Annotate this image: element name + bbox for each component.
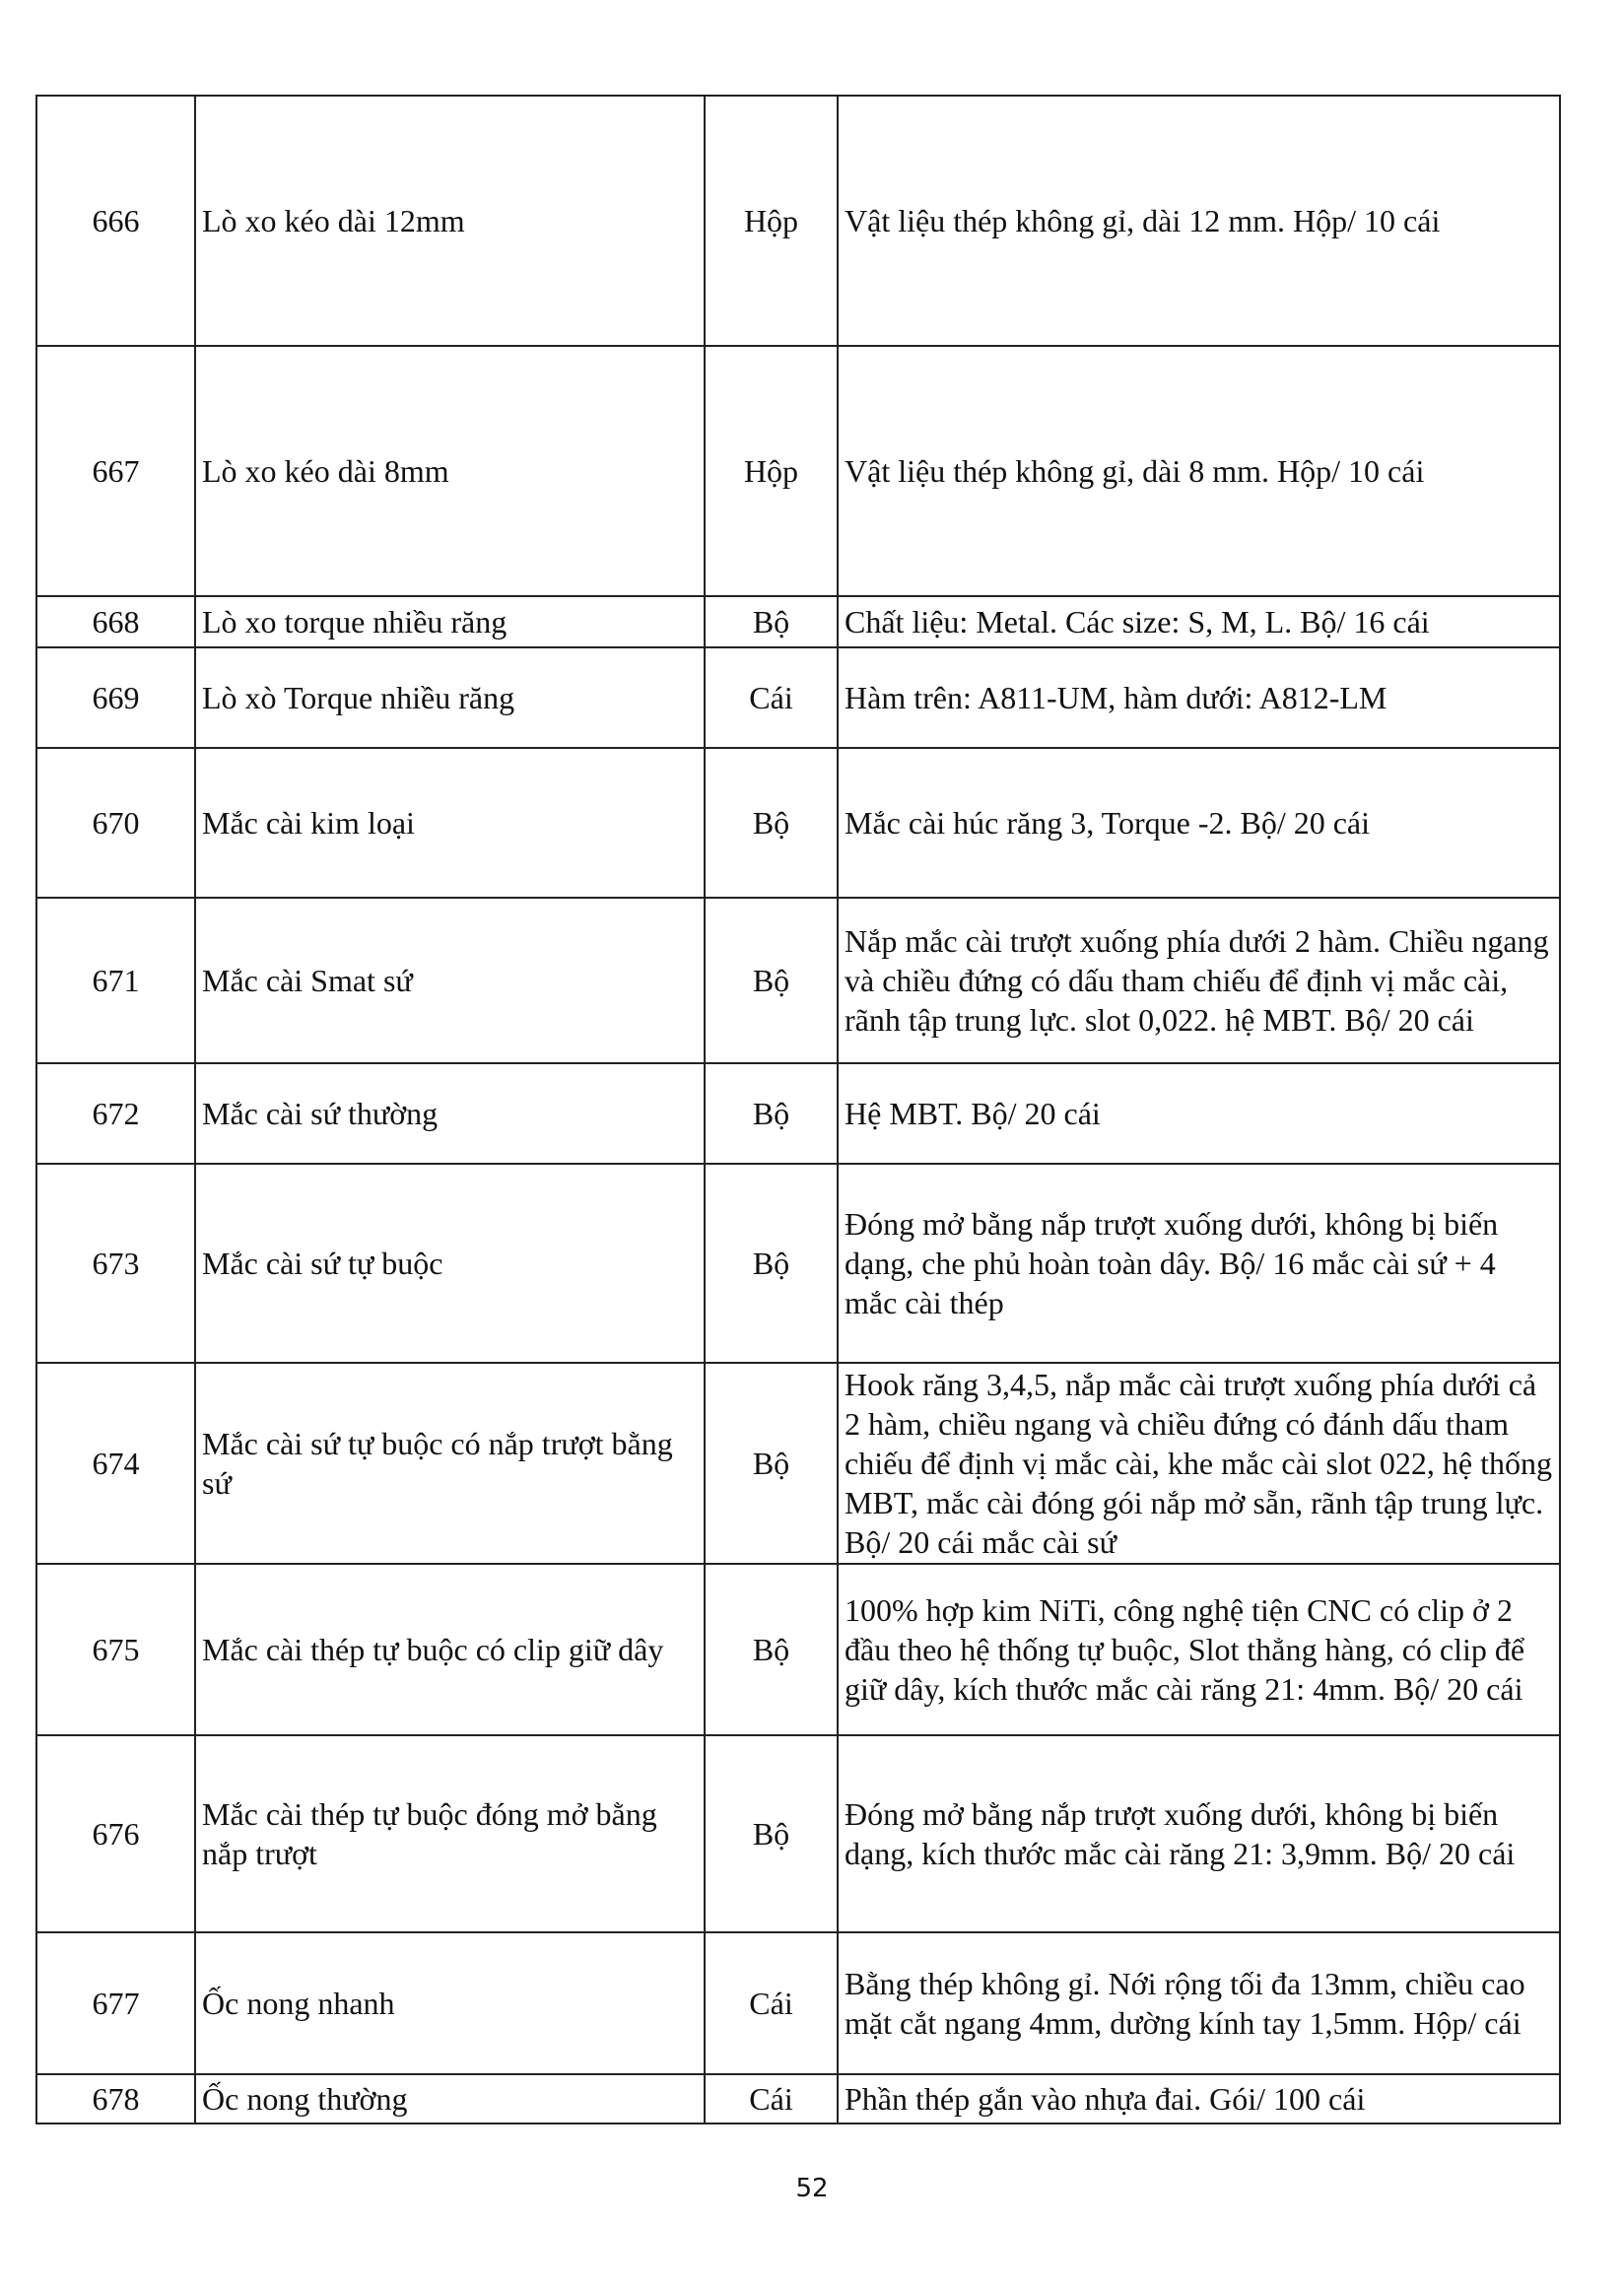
page-number: 52	[795, 2174, 829, 2203]
item-description: Hệ MBT. Bộ/ 20 cái	[838, 1063, 1560, 1164]
table-row	[36, 748, 1560, 898]
table-row	[36, 898, 1560, 1063]
row-number: 675	[36, 1564, 195, 1735]
row-number: 677	[36, 1932, 195, 2074]
item-name: Mắc cài thép tự buộc đóng mở bằng nắp trượt	[195, 1735, 705, 1932]
item-unit: Bộ	[705, 1363, 838, 1564]
table-row	[36, 346, 1560, 596]
item-name: Lò xo kéo dài 12mm	[195, 96, 705, 346]
item-description: Hàm trên: A811-UM, hàm dưới: A812-LM	[838, 647, 1560, 748]
row-number: 676	[36, 1735, 195, 1932]
item-unit: Bộ	[705, 748, 838, 898]
table-row	[36, 647, 1560, 748]
item-unit: Bộ	[705, 1063, 838, 1164]
item-description: Vật liệu thép không gỉ, dài 12 mm. Hộp/ 10 cái	[838, 96, 1560, 346]
row-number: 666	[36, 96, 195, 346]
item-name: Lò xò Torque nhiều răng	[195, 647, 705, 748]
row-number: 674	[36, 1363, 195, 1564]
item-name: Ốc nong nhanh	[195, 1932, 705, 2074]
table-row	[36, 1735, 1560, 1932]
item-unit: Hộp	[705, 96, 838, 346]
table-row	[36, 1063, 1560, 1164]
table-row	[36, 1363, 1560, 1564]
row-number: 678	[36, 2074, 195, 2123]
item-name: Mắc cài Smat sứ	[195, 898, 705, 1063]
item-name: Ốc nong thường	[195, 2074, 705, 2123]
table-row	[36, 1164, 1560, 1363]
item-unit: Bộ	[705, 1735, 838, 1932]
item-unit: Bộ	[705, 1564, 838, 1735]
item-name: Mắc cài kim loại	[195, 748, 705, 898]
table-row	[36, 1564, 1560, 1735]
item-unit: Bộ	[705, 898, 838, 1063]
item-description: Phần thép gắn vào nhựa đai. Gói/ 100 cái	[838, 2074, 1560, 2123]
item-name: Mắc cài sứ tự buộc có nắp trượt bằng sứ	[195, 1363, 705, 1564]
item-unit: Hộp	[705, 346, 838, 596]
item-description: Bằng thép không gỉ. Nới rộng tối đa 13mm, chiều cao mặt cắt ngang 4mm, dường kính tay 1,5mm. Hộp/ cái	[838, 1932, 1560, 2074]
item-description: Hook răng 3,4,5, nắp mắc cài trượt xuống phía dưới cả 2 hàm, chiều ngang và chiều đứng có đánh dấu tham chiếu để định vị mắc cài, khe mắc cài slot 022, hệ thống MBT, mắc cài đóng gói nắp mở sẵn, rãnh tập trung lực. Bộ/ 20 cái mắc cài sứ	[838, 1363, 1560, 1564]
items-table	[35, 95, 1561, 2124]
item-description: Mắc cài húc răng 3, Torque -2. Bộ/ 20 cái	[838, 748, 1560, 898]
row-number: 673	[36, 1164, 195, 1363]
table-row	[36, 596, 1560, 647]
item-description: Đóng mở bằng nắp trượt xuống dưới, không bị biến dạng, kích thước mắc cài răng 21: 3,9mm. Bộ/ 20 cái	[838, 1735, 1560, 1932]
item-unit: Bộ	[705, 1164, 838, 1363]
item-name: Mắc cài sứ thường	[195, 1063, 705, 1164]
item-unit: Cái	[705, 1932, 838, 2074]
row-number: 671	[36, 898, 195, 1063]
item-name: Mắc cài thép tự buộc có clip giữ dây	[195, 1564, 705, 1735]
table-row	[36, 1932, 1560, 2074]
item-unit: Cái	[705, 2074, 838, 2123]
item-unit: Cái	[705, 647, 838, 748]
row-number: 668	[36, 596, 195, 647]
row-number: 667	[36, 346, 195, 596]
item-name: Mắc cài sứ tự buộc	[195, 1164, 705, 1363]
item-name: Lò xo kéo dài 8mm	[195, 346, 705, 596]
table-row	[36, 2074, 1560, 2123]
item-description: Vật liệu thép không gỉ, dài 8 mm. Hộp/ 10 cái	[838, 346, 1560, 596]
item-description: Chất liệu: Metal. Các size: S, M, L. Bộ/ 16 cái	[838, 596, 1560, 647]
row-number: 669	[36, 647, 195, 748]
item-description: 100% hợp kim NiTi, công nghệ tiện CNC có clip ở 2 đầu theo hệ thống tự buộc, Slot thẳng hàng, có clip để giữ dây, kích thước mắc cài răng 21: 4mm. Bộ/ 20 cái	[838, 1564, 1560, 1735]
row-number: 672	[36, 1063, 195, 1164]
item-unit: Bộ	[705, 596, 838, 647]
row-number: 670	[36, 748, 195, 898]
item-description: Đóng mở bằng nắp trượt xuống dưới, không bị biến dạng, che phủ hoàn toàn dây. Bộ/ 16 mắc cài sứ + 4 mắc cài thép	[838, 1164, 1560, 1363]
item-description: Nắp mắc cài trượt xuống phía dưới 2 hàm. Chiều ngang và chiều đứng có dấu tham chiếu để định vị mắc cài, rãnh tập trung lực. slot 0,022. hệ MBT. Bộ/ 20 cái	[838, 898, 1560, 1063]
item-name: Lò xo torque nhiều răng	[195, 596, 705, 647]
table-row	[36, 96, 1560, 346]
